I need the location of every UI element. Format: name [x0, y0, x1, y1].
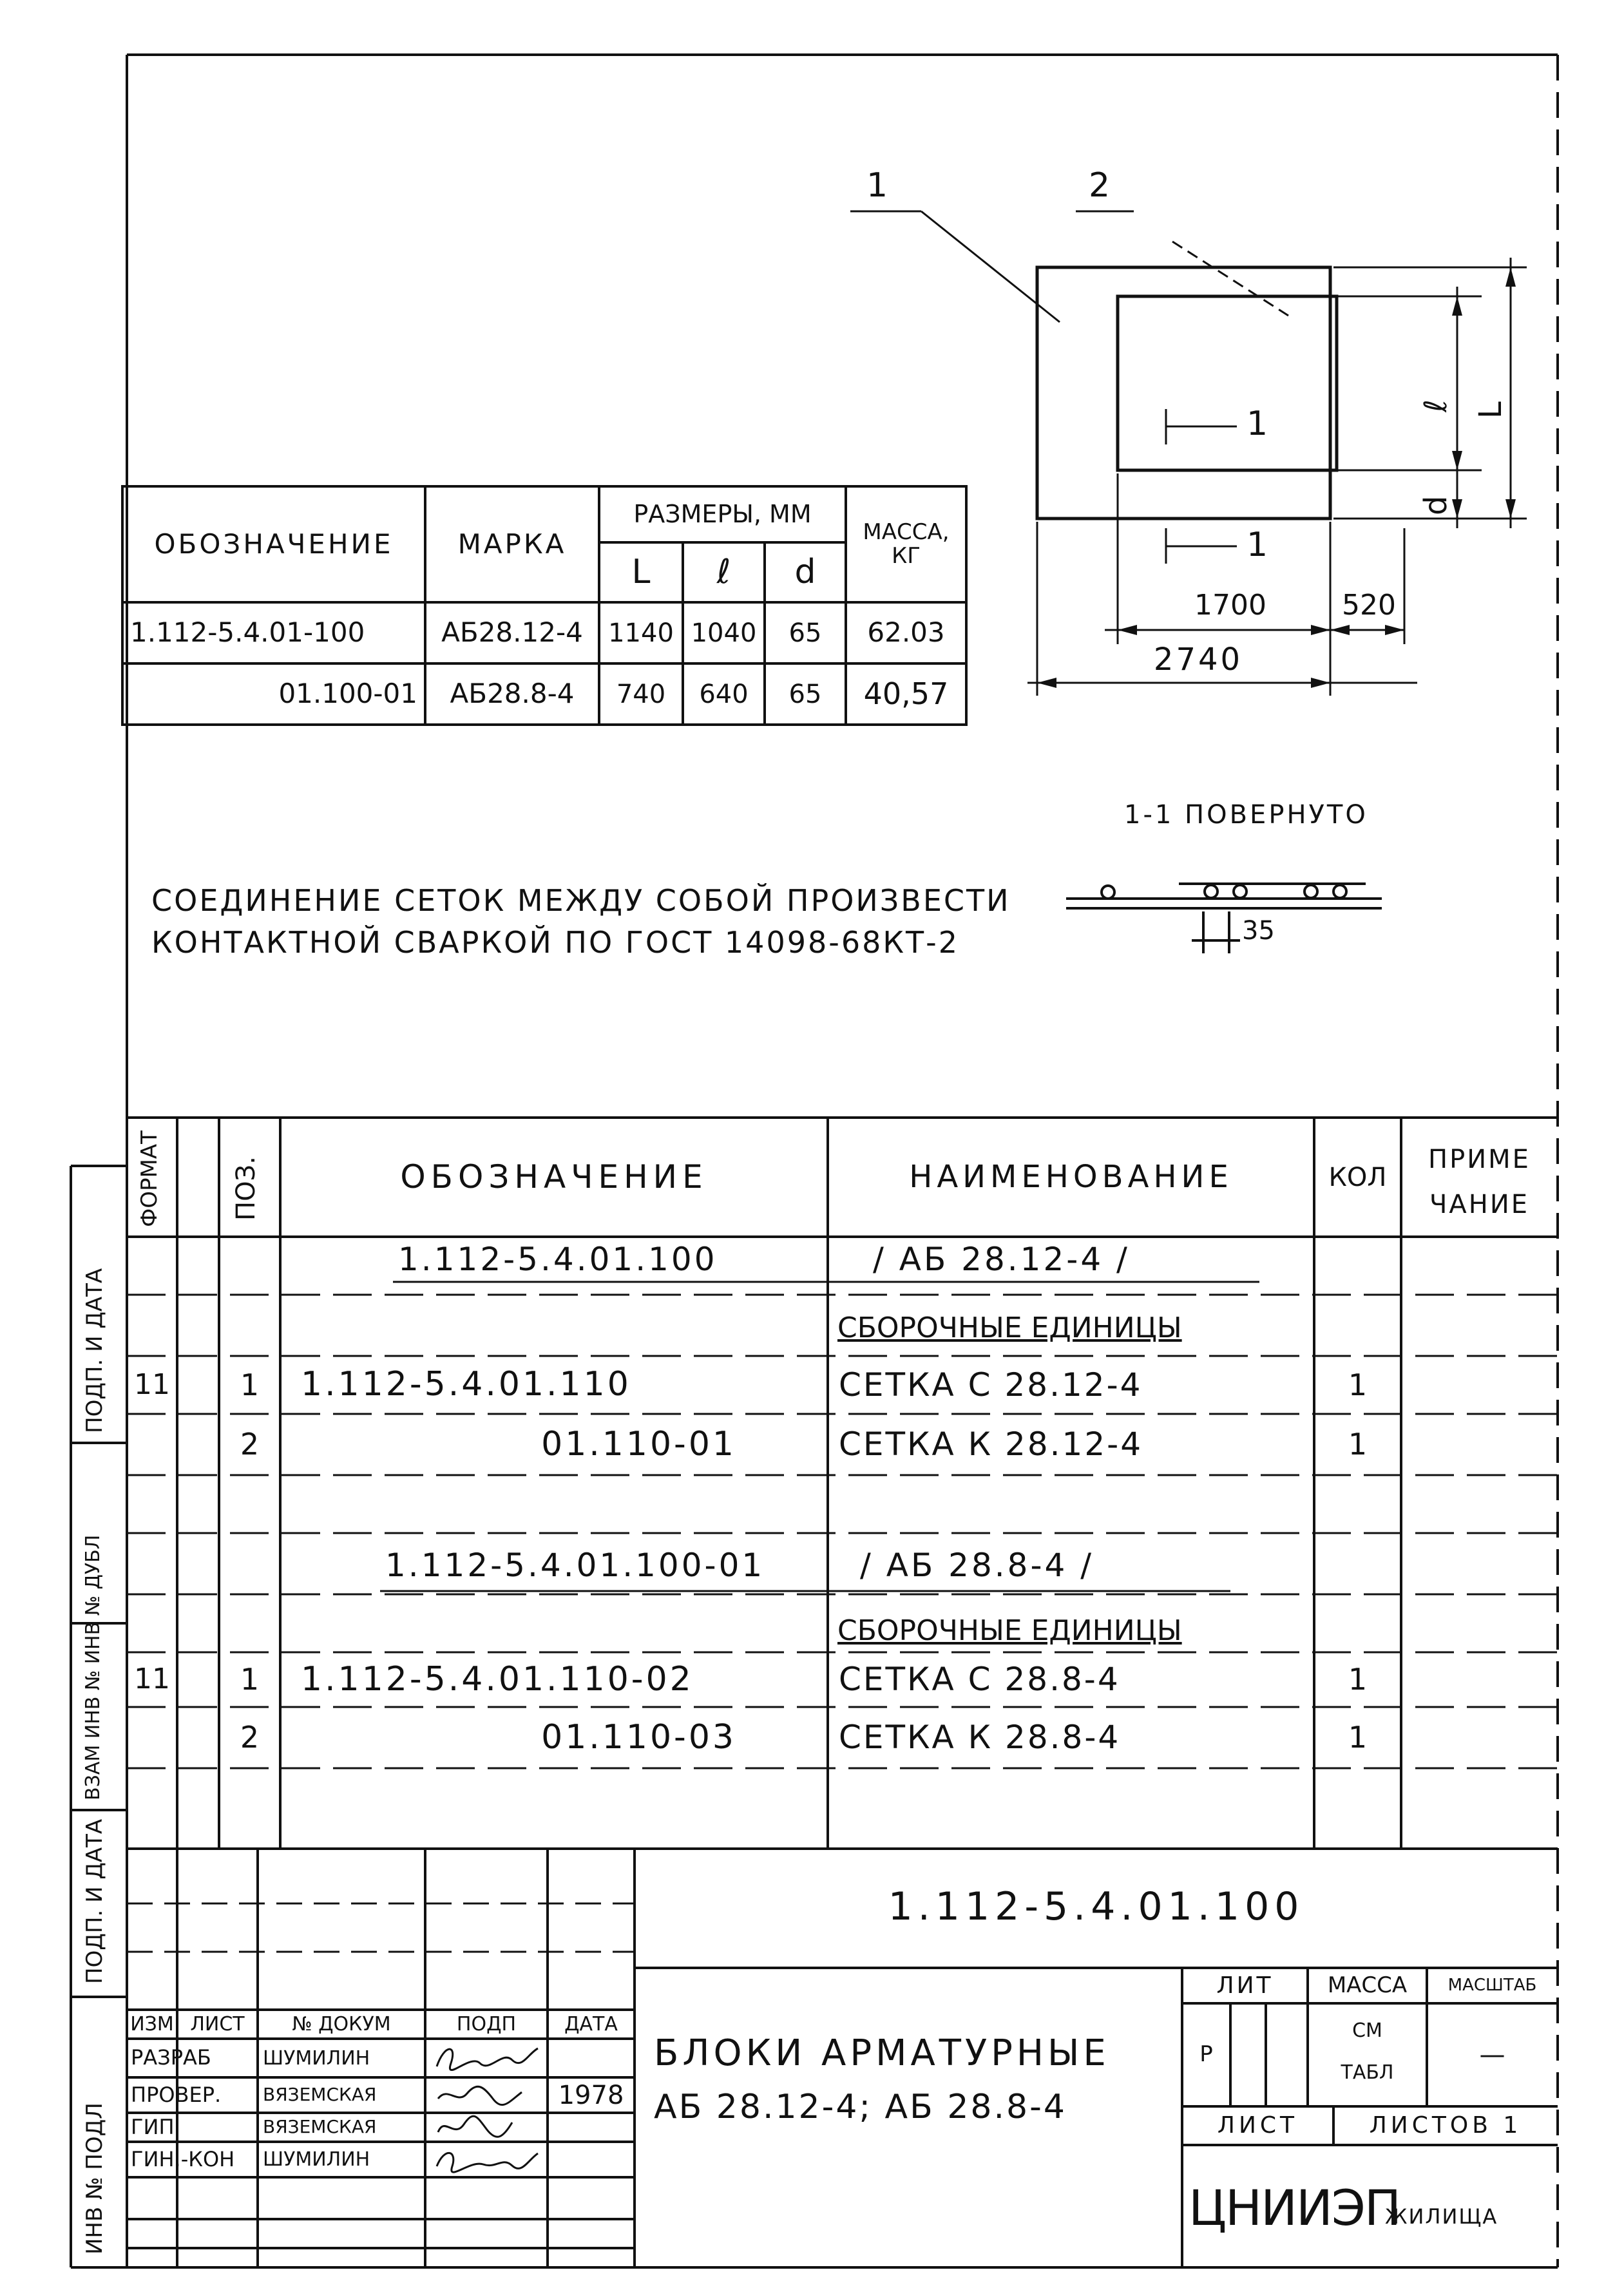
spec-header-format: ФОРМАТ	[137, 1130, 162, 1227]
side-podp-data-1: ПОДП. И ДАТА	[82, 1818, 108, 1984]
spec-g2-r1-qty: 1	[1348, 1662, 1368, 1697]
params-header-L: L	[631, 552, 651, 591]
lit-value: Р	[1199, 2041, 1213, 2068]
spec-header-pos: ПОЗ.	[231, 1156, 261, 1221]
spec-group2-title: 1.112-5.4.01.100-01	[385, 1547, 765, 1584]
signature-gip	[432, 2113, 541, 2142]
params-header-sizes: РАЗМЕРЫ, ММ	[633, 499, 812, 528]
role-gip: ГИП	[131, 2114, 175, 2139]
spec-g2-r1-pos: 1	[240, 1662, 260, 1697]
spec-group1-mark: / АБ 28.12-4 /	[873, 1241, 1130, 1278]
params-row2-mass: 40,57	[863, 676, 949, 712]
spec-header-name: НАИМЕНОВАНИЕ	[909, 1159, 1233, 1196]
params-row2-l: 640	[699, 679, 749, 709]
spec-g1-r1-name: СЕТКА С 28.12-4	[839, 1366, 1143, 1404]
spec-group2-section: СБОРОЧНЫЕ ЕДИНИЦЫ	[837, 1614, 1182, 1647]
params-header-mark: МАРКА	[457, 528, 567, 560]
spec-g2-r2-designation: 01.110-03	[541, 1717, 736, 1757]
params-row1-mark: АБ28.12-4	[441, 616, 583, 649]
params-row2-L: 740	[616, 679, 666, 709]
side-vzam: ВЗАМ ИНВ № ИНВ № ДУБЛ	[82, 1534, 104, 1800]
name-prover: ВЯЗЕМСКАЯ	[263, 2084, 377, 2106]
name-gin: ШУМИЛИН	[263, 2148, 370, 2171]
dim-2740: 2740	[1153, 642, 1243, 678]
spec-g1-r2-name: СЕТКА К 28.12-4	[839, 1426, 1143, 1463]
params-row2-designation: 01.100-01	[278, 678, 417, 710]
role-gin: ГИН.-КОН	[131, 2146, 235, 2171]
spec-header-designation: ОБОЗНАЧЕНИЕ	[400, 1158, 708, 1196]
section-dim-35: 35	[1242, 916, 1275, 946]
params-row2-d: 65	[788, 679, 822, 709]
title-line-1: БЛОКИ АРМАТУРНЫЕ	[654, 2032, 1110, 2074]
name-gip: ВЯЗЕМСКАЯ	[263, 2116, 377, 2138]
col-izm: ИЗМ	[130, 2013, 174, 2036]
side-podp-data-2: ПОДП. И ДАТА	[82, 1268, 108, 1433]
leader-label-2: 2	[1089, 166, 1111, 205]
spec-g1-r1-designation: 1.112-5.4.01.110	[301, 1365, 631, 1404]
params-row1-designation: 1.112-5.4.01-100	[130, 616, 365, 649]
col-podp: ПОДП	[456, 2013, 517, 2036]
signature-prover	[432, 2079, 541, 2112]
dim-label-L: L	[1473, 401, 1509, 419]
spec-g2-r1-name: СЕТКА С 28.8-4	[839, 1661, 1120, 1698]
params-row1-mass: 62.03	[867, 616, 945, 649]
col-data: ДАТА	[564, 2013, 618, 2036]
spec-group2-mark: / АБ 28.8-4 /	[860, 1547, 1094, 1584]
section-mark-top: 1	[1247, 405, 1268, 443]
params-row2-mark: АБ28.8-4	[450, 678, 575, 710]
doc-number: 1.112-5.4.01.100	[888, 1884, 1304, 1929]
signature-gin	[432, 2144, 541, 2176]
params-header-d: d	[794, 552, 816, 591]
dim-520: 520	[1342, 589, 1396, 622]
params-row1-l: 1040	[691, 618, 757, 648]
spec-group1-section: СБОРОЧНЫЕ ЕДИНИЦЫ	[837, 1311, 1182, 1344]
lit-header: ЛИТ	[1216, 1972, 1274, 1999]
massa-value-2: ТАБЛ	[1341, 2061, 1394, 2084]
note-line-2: КОНТАКТНОЙ СВАРКОЙ ПО ГОСТ 14098-68КТ-2	[151, 925, 959, 960]
org-subname: ЖИЛИЩА	[1385, 2204, 1498, 2229]
section-mark-bottom: 1	[1247, 526, 1268, 564]
role-razrab: РАЗРАБ	[131, 2045, 211, 2070]
masshtab-value: —	[1479, 2040, 1505, 2070]
name-razrab: ШУМИЛИН	[263, 2046, 370, 2070]
spec-header-note-2: ЧАНИЕ	[1429, 1190, 1530, 1219]
spec-g2-r2-pos: 2	[240, 1720, 260, 1755]
dim-label-d: d	[1418, 495, 1454, 515]
dim-1700: 1700	[1194, 589, 1266, 622]
params-header-designation: ОБОЗНАЧЕНИЕ	[154, 528, 394, 560]
spec-g2-r2-name: СЕТКА К 28.8-4	[839, 1719, 1121, 1756]
params-header-mass: МАССА, КГ	[863, 519, 950, 569]
params-row1-L: 1140	[608, 618, 674, 648]
params-row1-d: 65	[788, 618, 822, 648]
spec-g1-r1-format: 11	[134, 1368, 170, 1401]
spec-g2-r1-designation: 1.112-5.4.01.110-02	[301, 1659, 694, 1699]
spec-group1-title: 1.112-5.4.01.100	[398, 1241, 718, 1278]
signature-razrab	[432, 2041, 541, 2076]
col-list: ЛИСТ	[190, 2013, 245, 2036]
sheets-total: ЛИСТОВ 1	[1369, 2112, 1522, 2139]
massa-value-1: СМ	[1352, 2019, 1382, 2042]
sheet-label: ЛИСТ	[1217, 2112, 1299, 2139]
spec-g1-r2-designation: 01.110-01	[541, 1424, 736, 1464]
params-header-l: ℓ	[716, 552, 731, 591]
title-line-2: АБ 28.12-4; АБ 28.8-4	[654, 2088, 1067, 2126]
massa-header: МАССА	[1327, 1972, 1408, 1998]
spec-header-note-1: ПРИМЕ	[1428, 1145, 1531, 1174]
date-prover: 1978	[558, 2080, 624, 2110]
role-prover: ПРОВЕР.	[131, 2082, 222, 2107]
spec-g2-r1-format: 11	[134, 1663, 170, 1696]
spec-g1-r2-qty: 1	[1348, 1427, 1368, 1462]
section-title: 1-1 ПОВЕРНУТО	[1124, 800, 1368, 830]
note-line-1: СОЕДИНЕНИЕ СЕТОК МЕЖДУ СОБОЙ ПРОИЗВЕСТИ	[151, 883, 1011, 918]
spec-g1-r1-qty: 1	[1348, 1367, 1368, 1402]
spec-g1-r1-pos: 1	[240, 1367, 260, 1402]
spec-g2-r2-qty: 1	[1348, 1720, 1368, 1755]
col-doc: № ДОКУМ	[292, 2013, 391, 2036]
leader-label-1: 1	[866, 166, 888, 205]
masshtab-header: МАСШТАБ	[1447, 1976, 1537, 1996]
dim-label-l: ℓ	[1418, 399, 1454, 412]
side-inv-podl: ИНВ № ПОДЛ	[82, 2103, 108, 2255]
spec-g1-r2-pos: 2	[240, 1427, 260, 1462]
org-name: ЦНИИЭП	[1189, 2179, 1400, 2236]
spec-header-qty: КОЛ	[1328, 1162, 1387, 1192]
